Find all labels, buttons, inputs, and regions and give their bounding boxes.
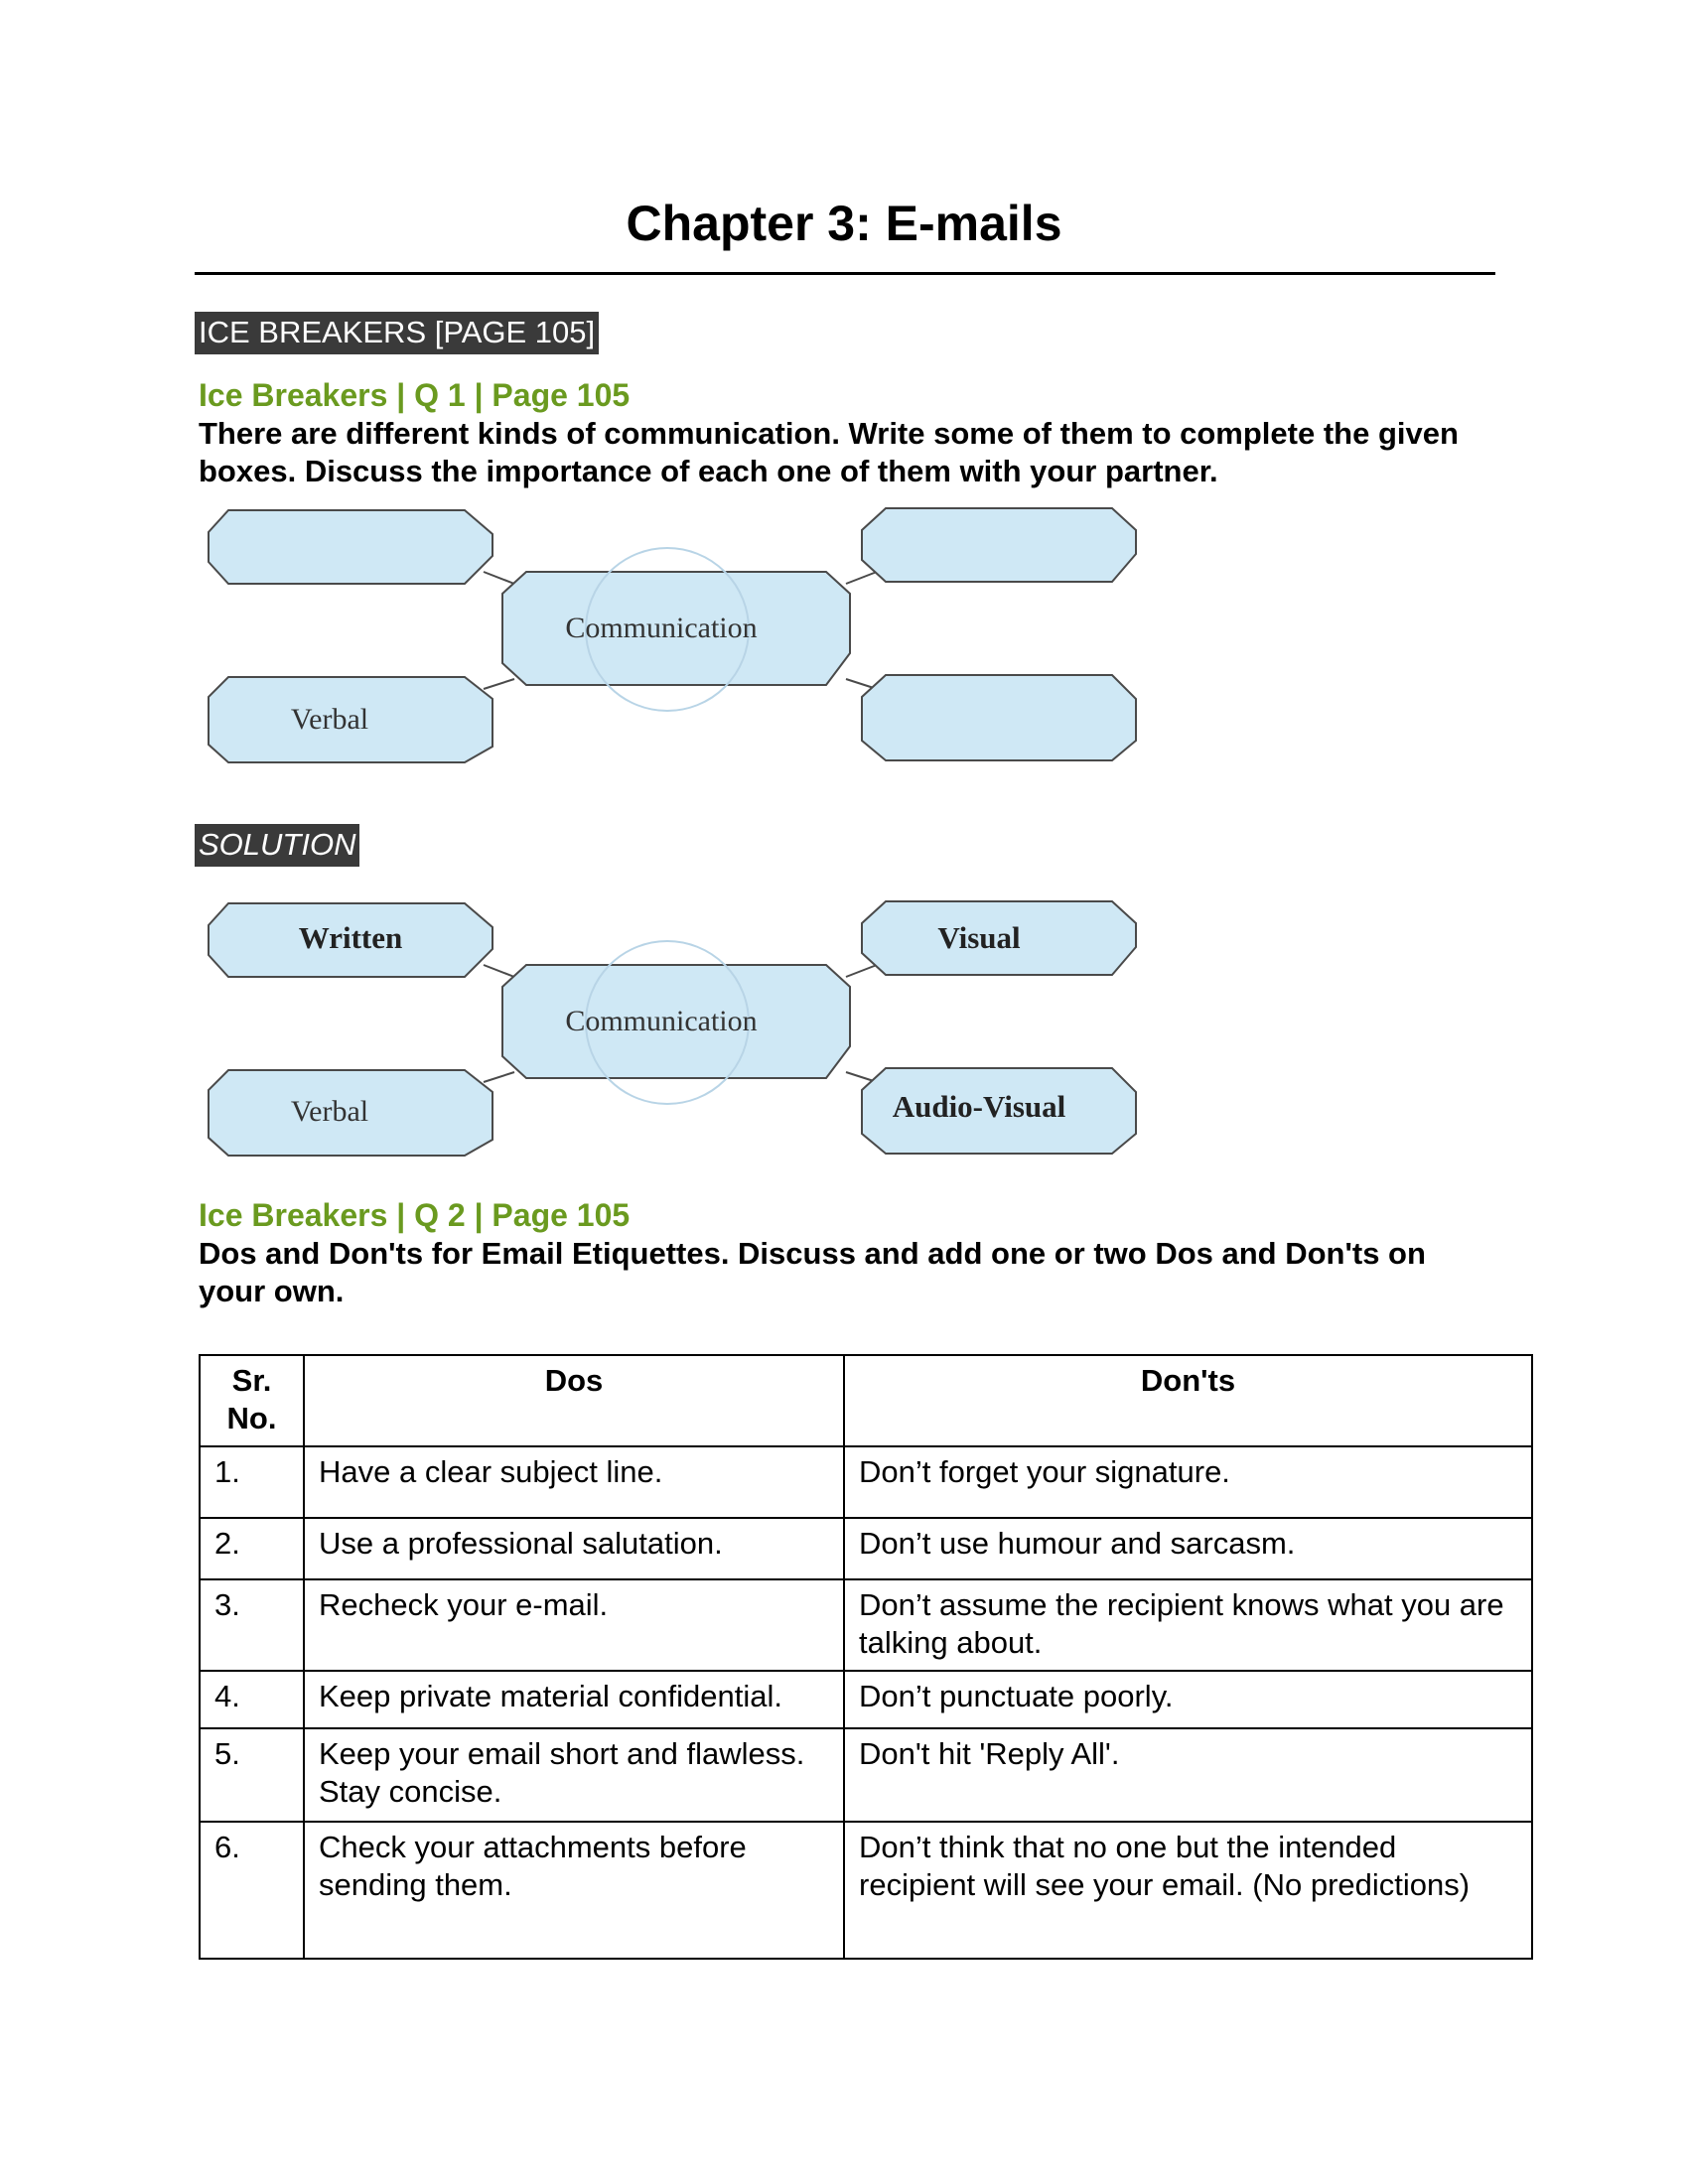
cell-dos: Check your attachments before sending them. [304,1822,844,1959]
table-row [200,1446,1532,1518]
cell-donts: Don’t think that no one but the intended recipient will see your email. (No predictions) [844,1822,1532,1959]
cell-dos: Keep private material confidential. [304,1671,844,1728]
cell-dos: Use a professional salutation. [304,1518,844,1579]
connector-line [484,965,514,977]
table-row [200,1822,1532,1959]
cell-dos: Have a clear subject line. [304,1446,844,1518]
cell-donts: Don't hit 'Reply All'. [844,1728,1532,1822]
connector-line [484,1072,514,1082]
cell-donts: Don’t assume the recipient knows what you are talking about. [844,1579,1532,1671]
q2-heading: Ice Breakers | Q 2 | Page 105 [199,1197,631,1233]
connector-line [846,965,877,977]
q1-diagram [199,502,1152,790]
cell-donts: Don’t use humour and sarcasm. [844,1518,1532,1579]
q1-heading: Ice Breakers | Q 1 | Page 105 [199,377,631,413]
page-title: Chapter 3: E-mails [626,196,1062,251]
bottom-left-label: Verbal [290,703,369,736]
table-row [200,1671,1532,1728]
title-rule [195,272,1495,275]
cell-dos: Keep your email short and flawless. Stay concise. [304,1728,844,1822]
table-row [200,1728,1532,1822]
top-right-label: Visual [937,920,1021,955]
q1-text: There are different kinds of communication. Write some of them to complete the given boxes. Discuss the importance of each one of them with your partner. [199,416,1459,488]
header-donts: Don'ts [844,1355,1532,1446]
connector-line [484,679,514,689]
header-sr-no: Sr. No. [200,1355,304,1446]
cell-sr-no: 4. [200,1671,304,1728]
connector-line [484,572,514,584]
etiquette-table [199,1354,1533,1960]
connector-line [846,572,877,584]
cell-donts: Don’t punctuate poorly. [844,1671,1532,1728]
header-dos: Dos [304,1355,844,1446]
cell-donts: Don’t forget your signature. [844,1446,1532,1518]
section-label: ICE BREAKERS [PAGE 105] [195,312,599,354]
top-right-box [862,508,1136,582]
cell-dos: Recheck your e-mail. [304,1579,844,1671]
table-row [200,1518,1532,1579]
table-header-row [200,1355,1532,1446]
solution-diagram [199,895,1152,1183]
center-label: Communication [565,612,758,644]
cell-sr-no: 1. [200,1446,304,1518]
top-left-label: Written [298,920,403,955]
cell-sr-no: 3. [200,1579,304,1671]
q2-text: Dos and Don'ts for Email Etiquettes. Discuss and add one or two Dos and Don'ts on your own. [199,1236,1426,1308]
cell-sr-no: 5. [200,1728,304,1822]
center-label: Communication [565,1005,758,1037]
top-left-box [209,510,492,584]
bottom-right-box [862,675,1136,760]
solution-label: SOLUTION [195,824,359,867]
bottom-left-label: Verbal [290,1095,369,1128]
table-row [200,1579,1532,1671]
cell-sr-no: 2. [200,1518,304,1579]
bottom-right-label: Audio-Visual [892,1089,1066,1124]
cell-sr-no: 6. [200,1822,304,1959]
